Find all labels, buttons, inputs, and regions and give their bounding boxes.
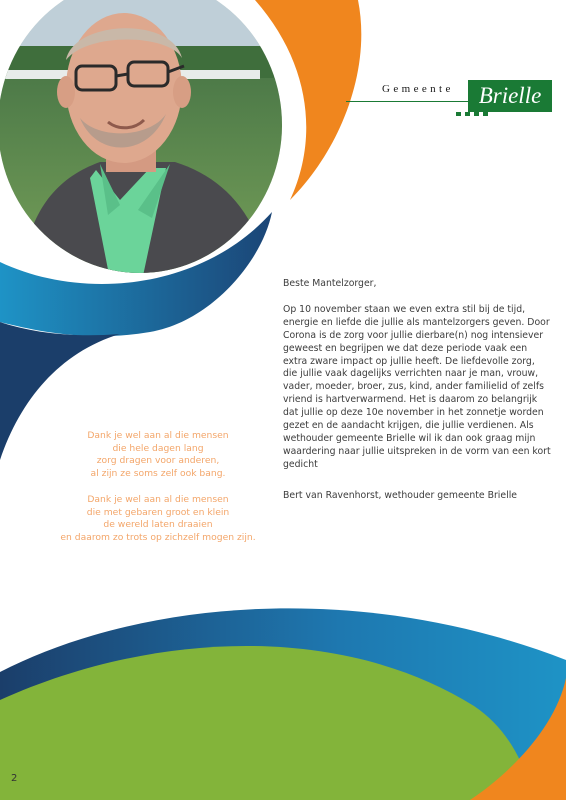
poem-line: al zijn ze soms zelf ook bang. <box>90 468 226 480</box>
poem-line: Dank je wel aan al die mensen <box>87 430 229 441</box>
gemeente-brielle-logo <box>346 80 556 120</box>
logo-name-box: Brielle <box>468 80 552 112</box>
logo-crenel <box>456 112 461 116</box>
poem-stanza <box>40 430 276 481</box>
poem-line: en daarom zo trots op zichzelf mogen zijn. <box>60 531 256 543</box>
logo-word-gemeente: Gemeente <box>382 83 454 95</box>
logo-rule <box>346 101 470 102</box>
poem-line: de wereld laten draaien <box>103 519 213 531</box>
poem <box>40 430 276 558</box>
poem-line: Dank je wel aan al die mensen <box>87 493 229 505</box>
letter-body: Op 10 november staan we even extra stil bij de tijd, energie en liefde die jullie als mantelzorgers geven. Door Corona is de zorg voor jullie dierbare(n) nog intensiever geweest en begrijpen we dat deze periode vaak een extra zware impact op jullie heeft. De liefdevolle zorg, die jullie vaak dagelijks verrichten naar je man, vrouw, vader, moeder, broer, zus, kind, ander familielid of zelfs vriend is hartverwarmend. Het is daarom zo belangrijk dat jullie op deze 10e november in het zonnetje worden gezet en de aandacht krijgen, die jullie verdienen. Als wethouder gemeente Brielle wil ik dan ook graag mijn waardering naar jullie uitspreken in de vorm van een kort gedicht <box>283 303 551 470</box>
letter-greeting: Beste Mantelzorger, <box>283 278 377 289</box>
page-number: 2 <box>11 773 18 784</box>
poem-line: die met gebaren groot en klein <box>86 506 230 518</box>
letter-signature: Bert van Ravenhorst, wethouder gemeente Brielle <box>283 489 517 501</box>
poem-line: zorg dragen voor anderen, <box>96 455 220 467</box>
poem-stanza <box>40 494 276 545</box>
logo-crenel <box>465 112 470 116</box>
logo-crenel <box>474 112 479 116</box>
letter-text <box>283 278 551 516</box>
poem-line: die hele dagen lang <box>112 442 204 454</box>
logo-crenel <box>483 112 488 116</box>
